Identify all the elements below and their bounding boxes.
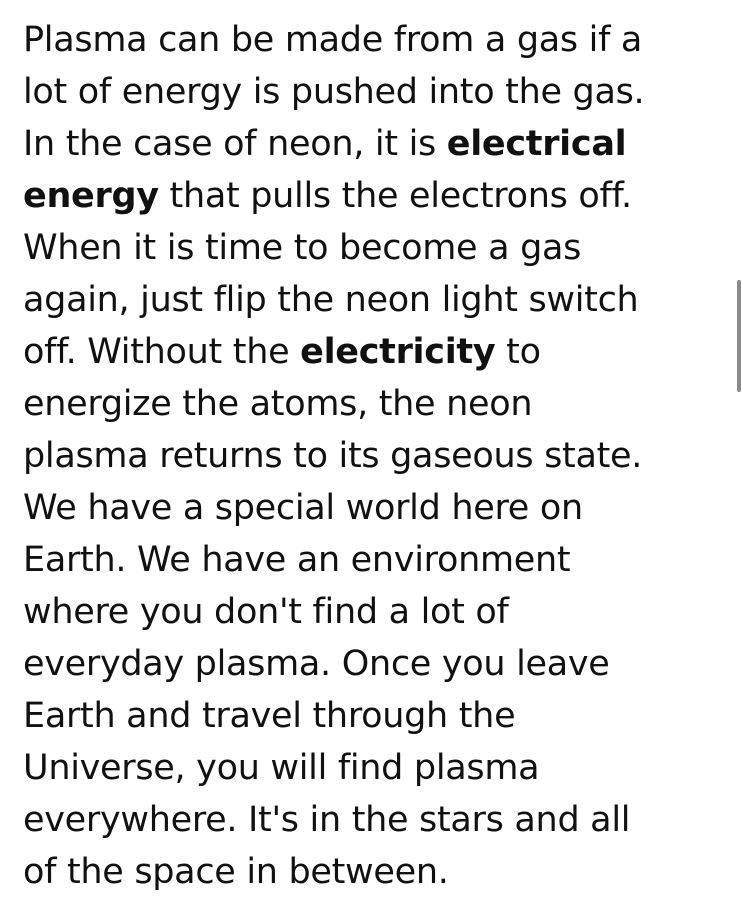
text-segment: lot of energy is pushed into the gas. — [23, 72, 645, 112]
text-segment: When it is time to become a gas — [23, 228, 582, 268]
article-body — [23, 14, 728, 898]
text-line — [23, 586, 728, 638]
text-segment: everywhere. It's in the stars and all — [23, 800, 631, 840]
text-segment: to — [495, 332, 541, 372]
text-line — [23, 14, 728, 66]
text-segment: again, just flip the neon light switch — [23, 280, 639, 320]
text-segment: In the case of neon, it is — [23, 124, 447, 164]
text-line — [23, 326, 728, 378]
text-segment: Plasma can be made from a gas if a — [23, 20, 643, 60]
text-segment: of the space in between. — [23, 852, 449, 892]
text-line — [23, 742, 728, 794]
text-line — [23, 534, 728, 586]
vertical-scrollbar-thumb[interactable] — [737, 280, 741, 392]
text-segment: that pulls the electrons off. — [158, 176, 632, 216]
text-segment: off. Without the — [23, 332, 301, 372]
bold-term: electrical — [446, 124, 627, 164]
text-segment: We have a special world here on — [23, 488, 583, 528]
text-segment: everyday plasma. Once you leave — [23, 644, 610, 684]
bold-term: electricity — [300, 332, 496, 372]
text-segment: energize the atoms, the neon — [23, 384, 533, 424]
text-line — [23, 638, 728, 690]
text-line — [23, 482, 728, 534]
text-line — [23, 170, 728, 222]
bold-term: energy — [23, 176, 159, 216]
text-segment: where you don't find a lot of — [23, 592, 509, 632]
text-line — [23, 378, 728, 430]
text-line — [23, 66, 728, 118]
text-segment: plasma returns to its gaseous state. — [23, 436, 643, 476]
text-segment: Universe, you will find plasma — [23, 748, 540, 788]
text-segment: Earth and travel through the — [23, 696, 516, 736]
text-line — [23, 274, 728, 326]
text-line — [23, 846, 728, 898]
text-line — [23, 430, 728, 482]
text-line — [23, 690, 728, 742]
text-line — [23, 222, 728, 274]
text-line — [23, 118, 728, 170]
text-segment: Earth. We have an environment — [23, 540, 571, 580]
text-line — [23, 794, 728, 846]
